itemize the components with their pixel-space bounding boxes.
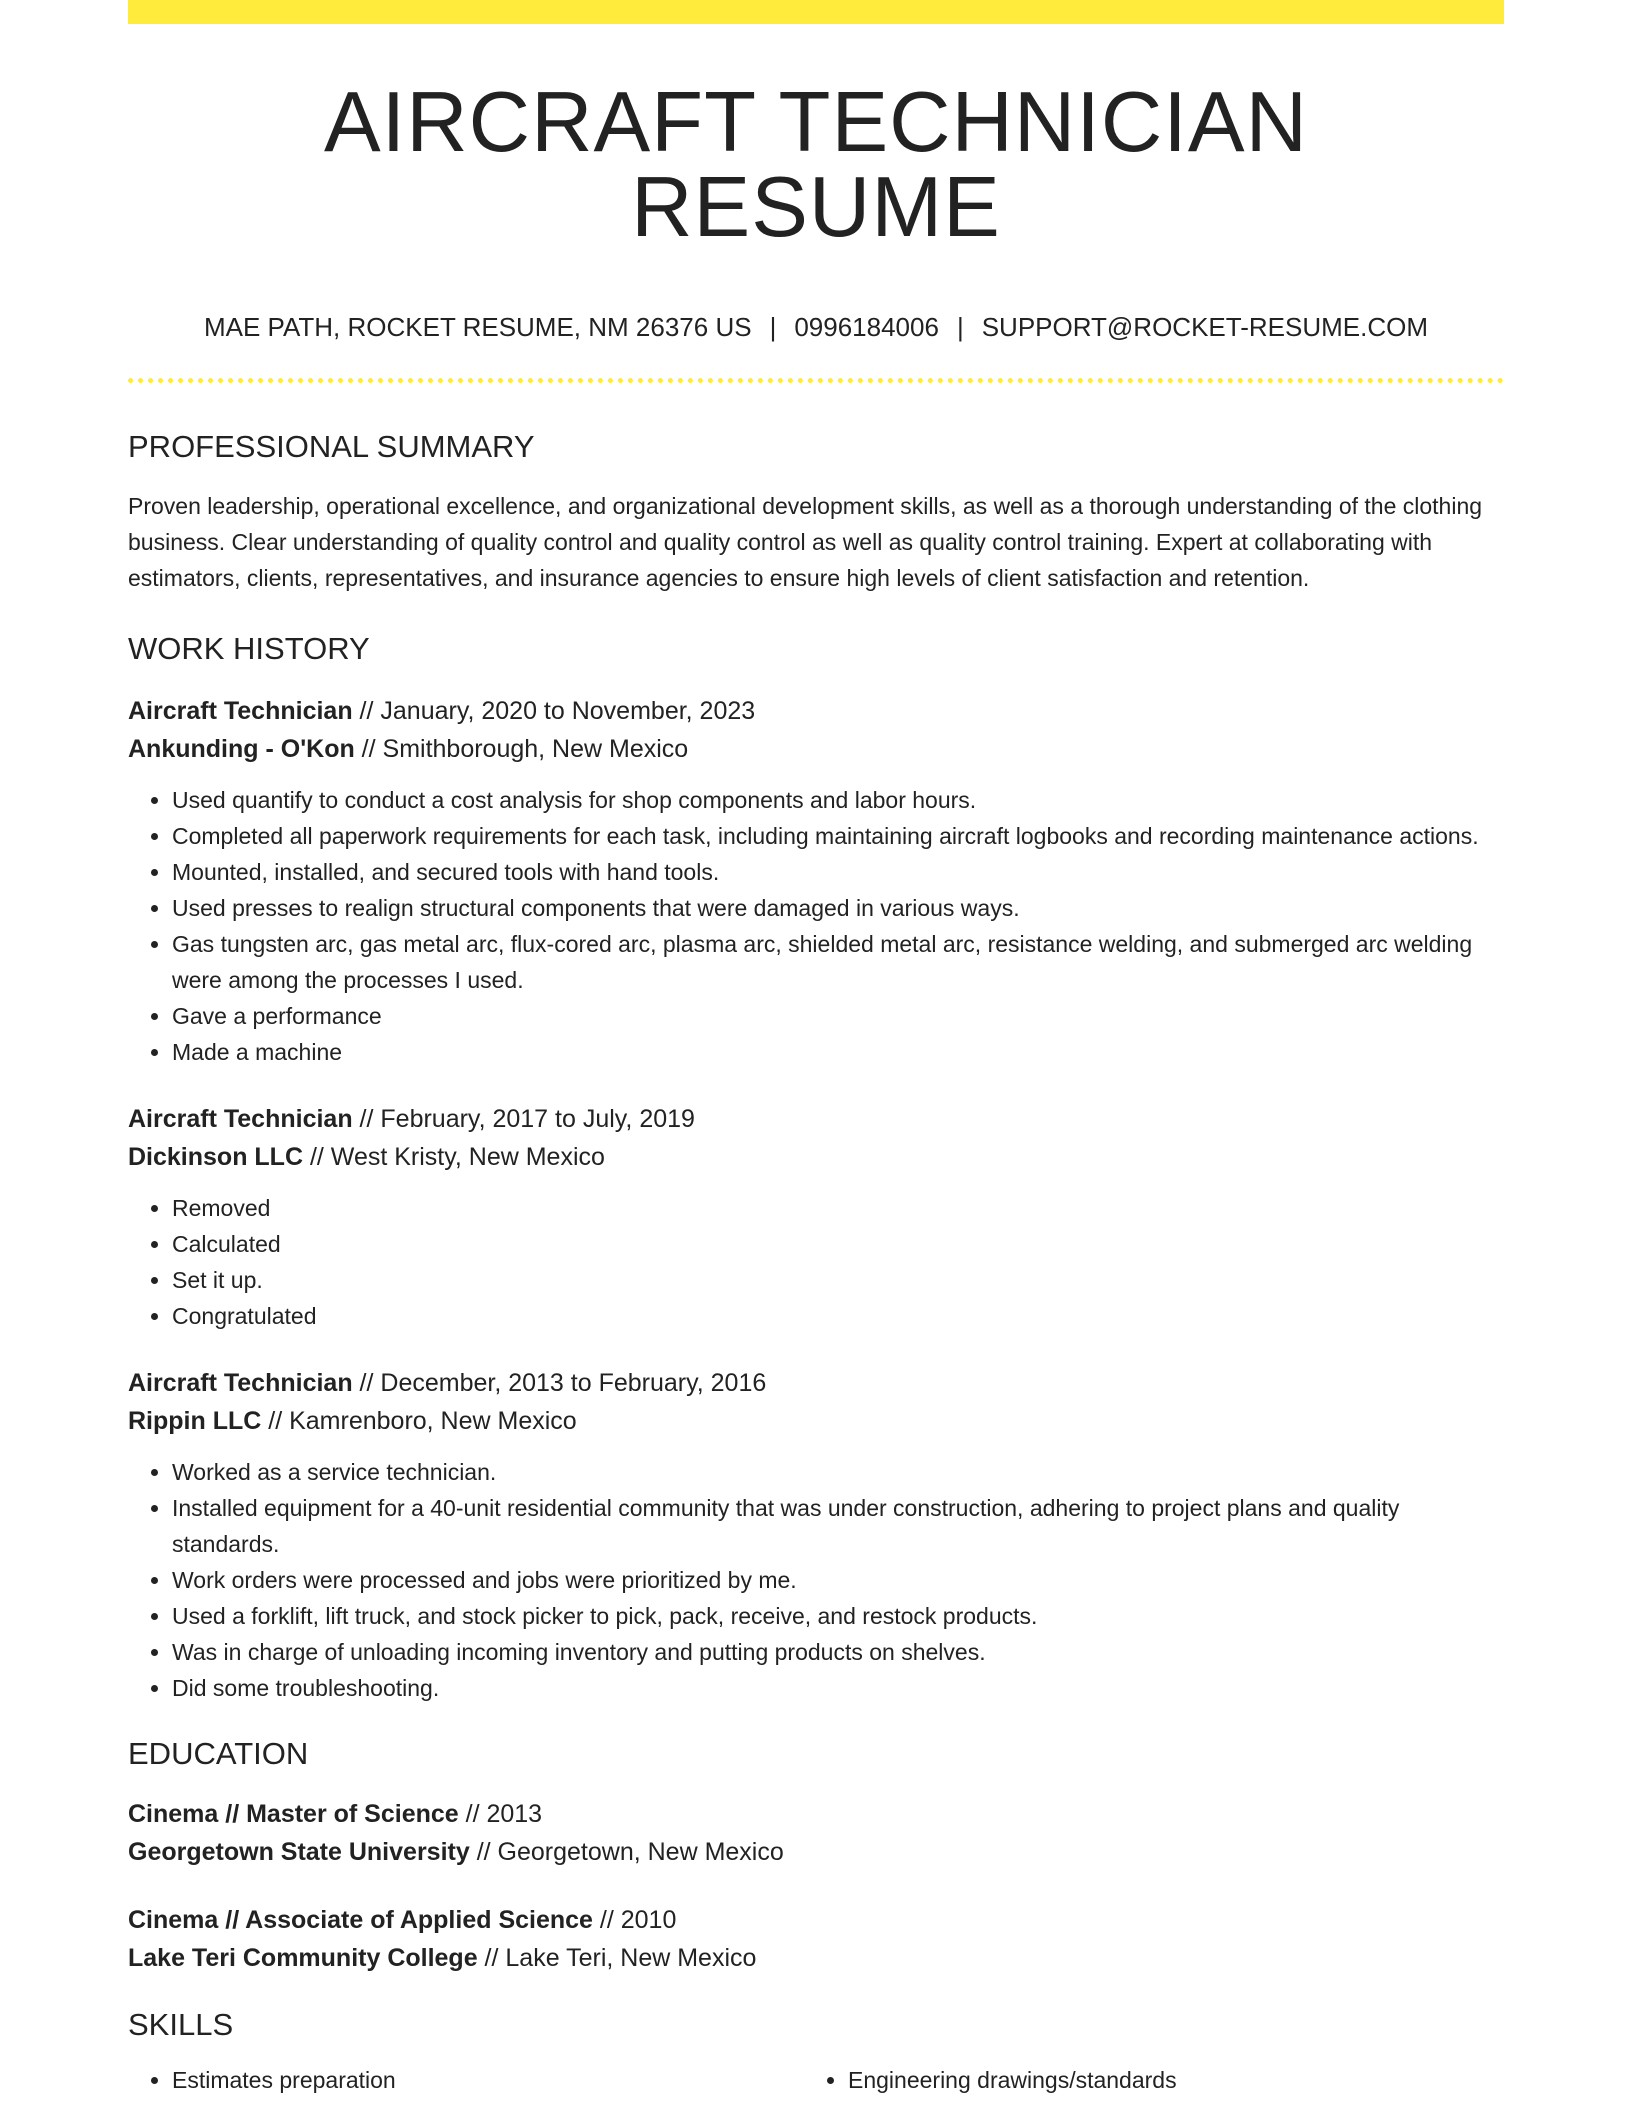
job-duty: • Made a machine	[172, 1034, 1504, 1070]
job-location: // West Kristy, New Mexico	[303, 1143, 605, 1171]
job-duties-list	[128, 1190, 1504, 1334]
degree-year: // 2013	[458, 1800, 543, 1828]
school: Lake Teri Community College	[128, 1944, 478, 1972]
job-company-line	[128, 1138, 1504, 1176]
education-entry	[128, 1795, 1504, 1871]
job-entry	[128, 1364, 1504, 1706]
top-accent-bar	[128, 0, 1504, 24]
job-title-line	[128, 692, 1504, 730]
job-duty: • Gave a performance	[172, 998, 1504, 1034]
job-location: // Smithborough, New Mexico	[354, 735, 689, 763]
job-duty: • Congratulated	[172, 1298, 1504, 1334]
job-title: Aircraft Technician	[128, 1369, 353, 1397]
degree: Cinema // Master of Science	[128, 1800, 459, 1828]
job-company: Rippin LLC	[128, 1407, 262, 1435]
job-title-line	[128, 1364, 1504, 1402]
job-title: Aircraft Technician	[128, 1105, 353, 1133]
job-duty: • Gas tungsten arc, gas metal arc, flux-cored arc, plasma arc, shielded metal arc, resistance welding, and submerged arc welding were among the processes I used.	[172, 926, 1504, 998]
degree-line	[128, 1901, 1504, 1939]
school-location: // Lake Teri, New Mexico	[477, 1944, 757, 1972]
job-dates: // January, 2020 to November, 2023	[352, 697, 756, 725]
job-duty: • Used a forklift, lift truck, and stock picker to pick, pack, receive, and restock products.	[172, 1598, 1504, 1634]
job-location: // Kamrenboro, New Mexico	[261, 1407, 577, 1435]
job-duty: • Worked as a service technician.	[172, 1454, 1504, 1490]
dotted-divider	[128, 378, 1504, 383]
summary-heading: PROFESSIONAL SUMMARY	[128, 429, 535, 464]
job-duty: • Installed equipment for a 40-unit residential community that was under construction, adhering to project plans and quality standards.	[172, 1490, 1504, 1562]
work-history-heading: WORK HISTORY	[128, 631, 370, 666]
education-entry	[128, 1901, 1504, 1977]
school: Georgetown State University	[128, 1838, 470, 1866]
skill-item: • Estimates preparation	[172, 2062, 804, 2098]
job-duties-list	[128, 1454, 1504, 1706]
contact-separator: |	[956, 312, 964, 342]
contact-email[interactable]: SUPPORT@ROCKET-RESUME.COM	[981, 312, 1428, 342]
job-duty: • Calculated	[172, 1226, 1504, 1262]
skills-list-right	[804, 2062, 1480, 2098]
job-duty: • Used presses to realign structural components that were damaged in various ways.	[172, 890, 1504, 926]
job-duties-list	[128, 782, 1504, 1070]
job-company-line	[128, 1402, 1504, 1440]
resume-title: AIRCRAFT TECHNICIAN RESUME	[323, 75, 1308, 255]
job-duty: • Was in charge of unloading incoming inventory and putting products on shelves.	[172, 1634, 1504, 1670]
job-title-line	[128, 1100, 1504, 1138]
school-line	[128, 1833, 1504, 1871]
job-dates: // February, 2017 to July, 2019	[352, 1105, 695, 1133]
skills-grid	[128, 2062, 1504, 2098]
degree-line	[128, 1795, 1504, 1833]
skills-list-left	[128, 2062, 804, 2098]
contact-separator: |	[769, 312, 777, 342]
job-entry	[128, 1100, 1504, 1334]
job-entry	[128, 692, 1504, 1070]
resume-page	[128, 0, 1504, 2098]
contact-address: MAE PATH, ROCKET RESUME, NM 26376 US	[203, 312, 752, 342]
skill-item: • Engineering drawings/standards	[848, 2062, 1480, 2098]
job-duty: • Mounted, installed, and secured tools with hand tools.	[172, 854, 1504, 890]
contact-phone[interactable]: 0996184006	[794, 312, 939, 342]
job-company: Dickinson LLC	[128, 1143, 304, 1171]
job-duty: • Did some troubleshooting.	[172, 1670, 1504, 1706]
job-duty: • Used quantify to conduct a cost analysis for shop components and labor hours.	[172, 782, 1504, 818]
job-duty: • Work orders were processed and jobs were prioritized by me.	[172, 1562, 1504, 1598]
job-title: Aircraft Technician	[128, 697, 353, 725]
school-line	[128, 1939, 1504, 1977]
job-company-line	[128, 730, 1504, 768]
skills-heading: SKILLS	[128, 2007, 234, 2042]
contact-line	[128, 314, 1504, 340]
job-dates: // December, 2013 to February, 2016	[352, 1369, 767, 1397]
degree: Cinema // Associate of Applied Science	[128, 1906, 593, 1934]
summary-text: Proven leadership, operational excellence, and organizational development skills, as well as a thorough understanding of the clothing business. Clear understanding of quality control and quality control as well as quality control training. Expert at collaborating with estimators, clients, representatives, and insurance agencies to ensure high levels of client satisfaction and retention.	[128, 493, 1483, 591]
job-duty: • Removed	[172, 1190, 1504, 1226]
job-duty: • Completed all paperwork requirements for each task, including maintaining aircraft logbooks and recording maintenance actions.	[172, 818, 1504, 854]
education-heading: EDUCATION	[128, 1736, 309, 1771]
school-location: // Georgetown, New Mexico	[469, 1838, 784, 1866]
job-company: Ankunding - O'Kon	[128, 735, 355, 763]
job-duty: • Set it up.	[172, 1262, 1504, 1298]
degree-year: // 2010	[592, 1906, 677, 1934]
